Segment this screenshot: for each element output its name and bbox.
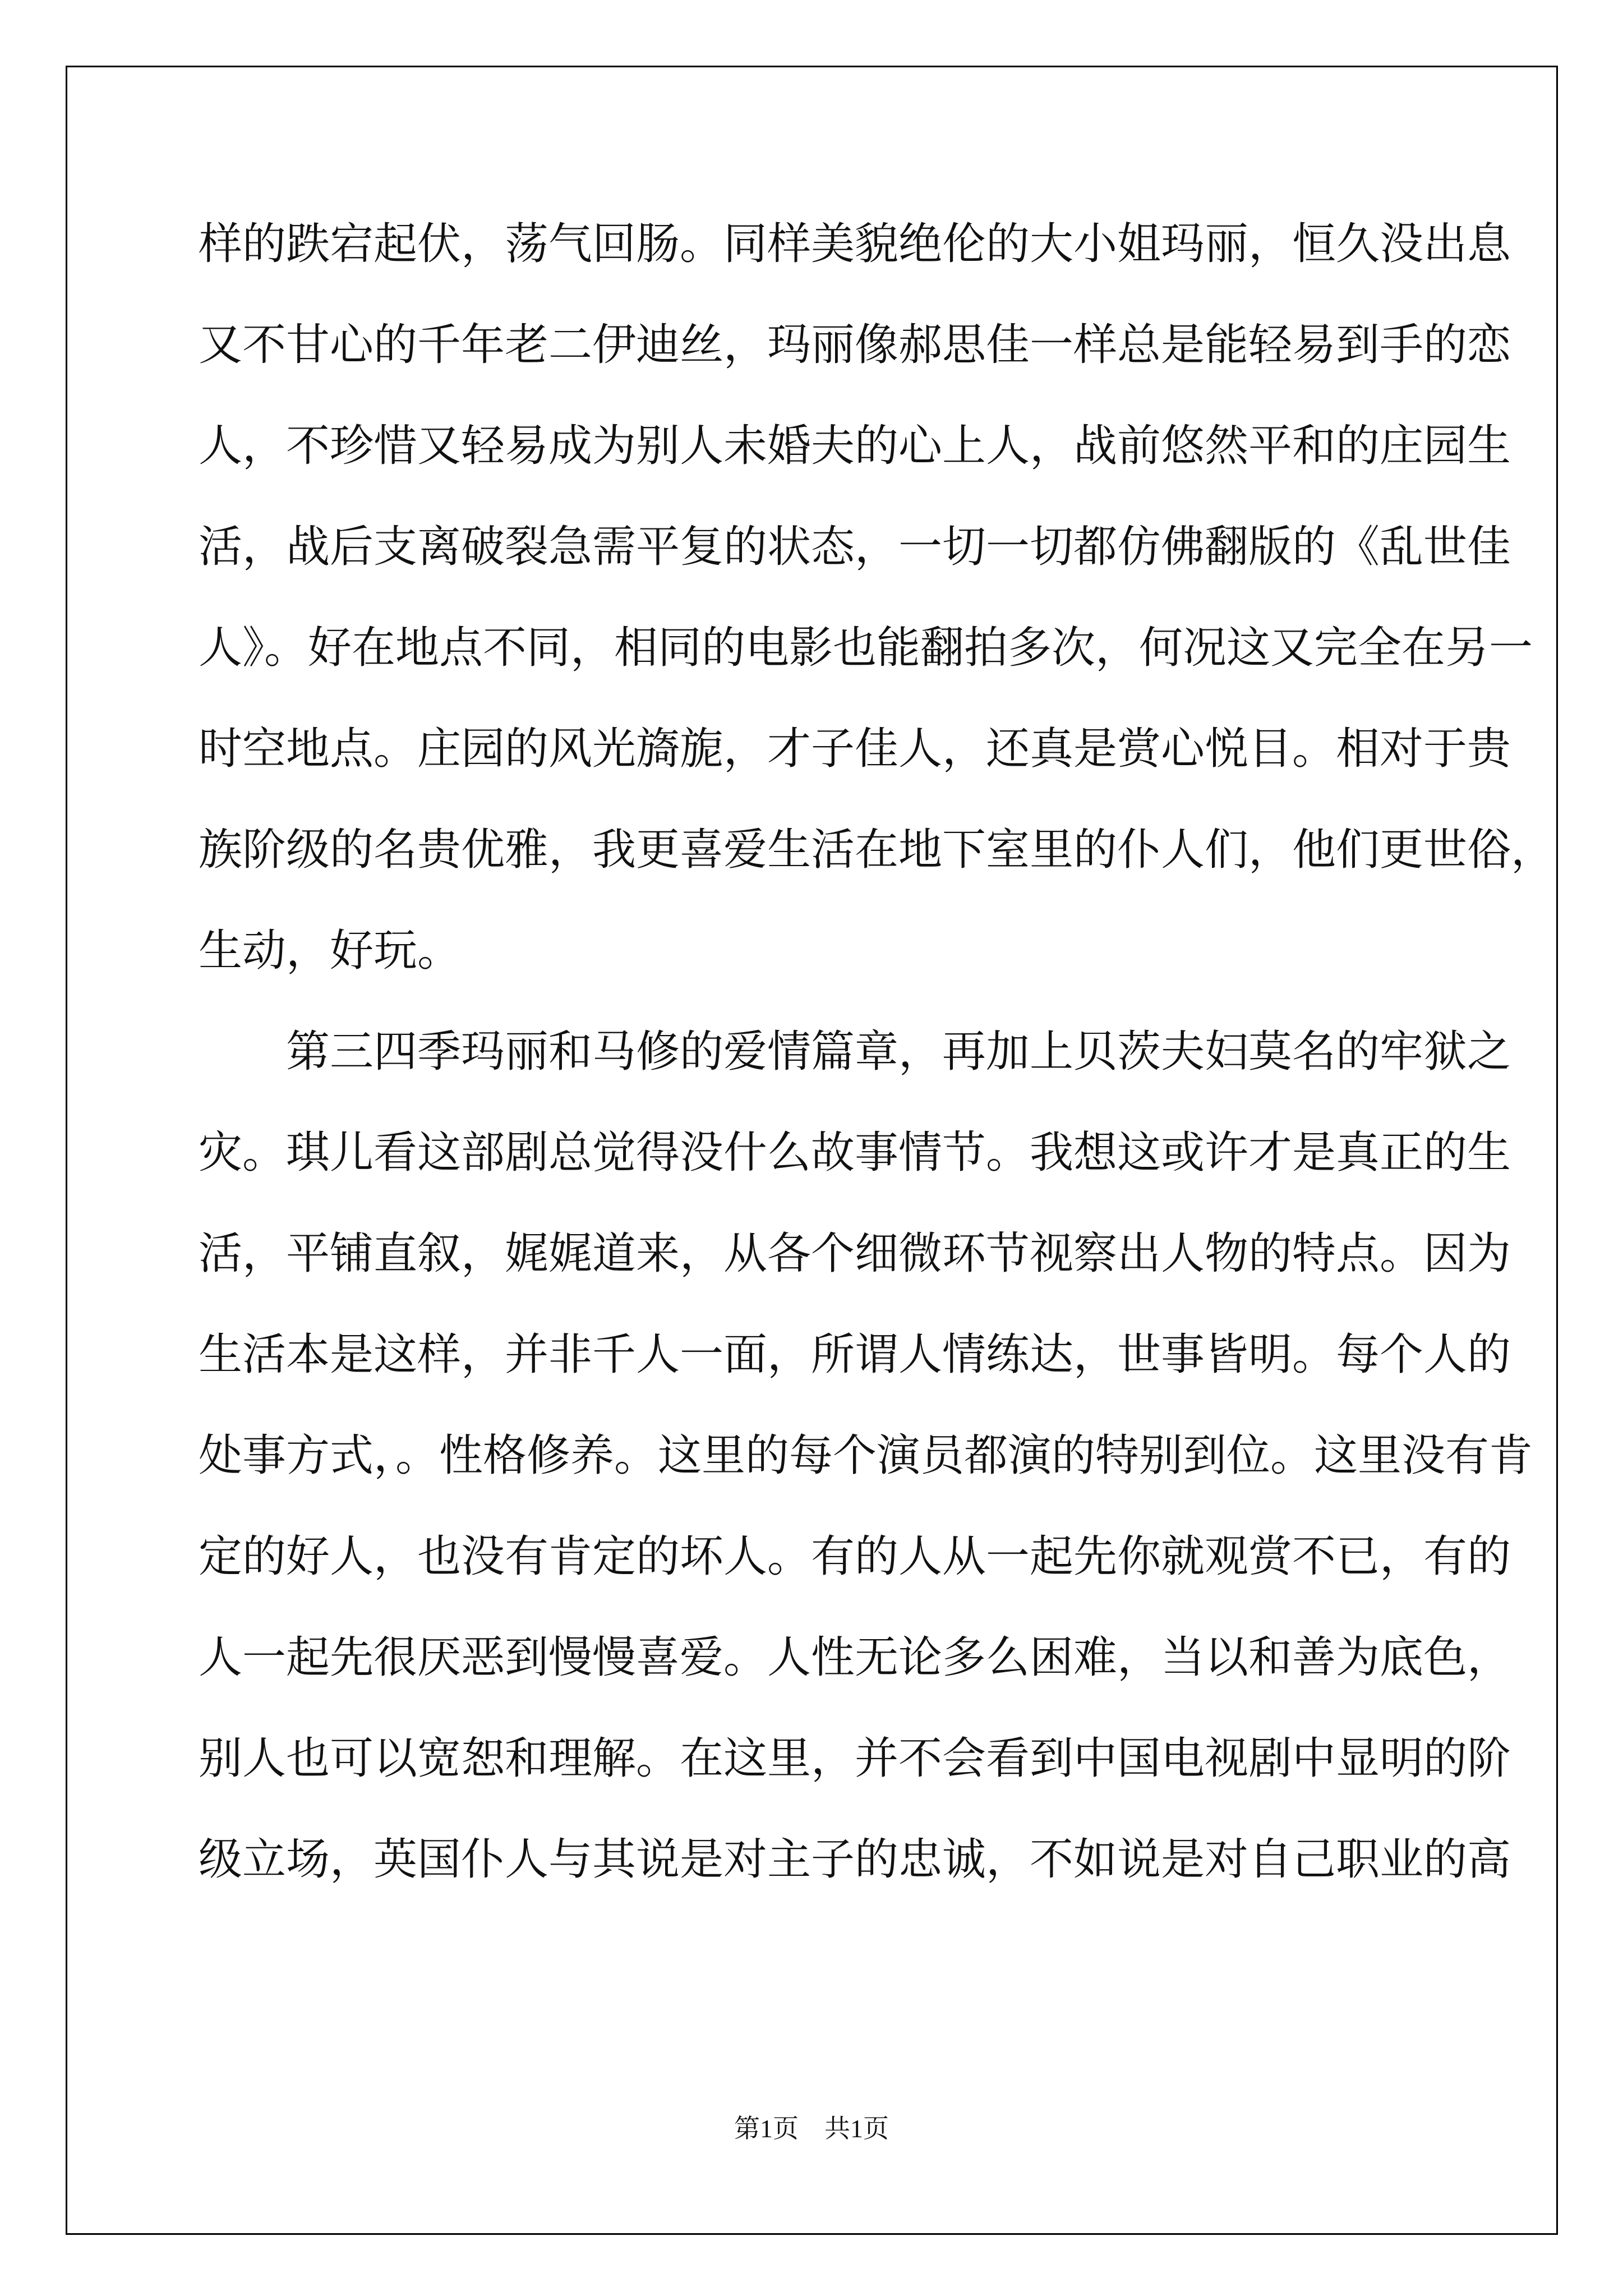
text-line: 人，不珍惜又轻易成为别人未婚夫的心上人，战前悠然平和的庄园生 xyxy=(199,421,1511,471)
page-number-footer: 第1页 共1页 xyxy=(734,2114,889,2143)
text-line: 处事方式，。性格修养。这里的每个演员都演的特别到位。这里没有肯 xyxy=(199,1430,1533,1481)
text-line: 定的好人，也没有肯定的坏人。有的人从一起先你就观赏不已，有的 xyxy=(199,1531,1511,1582)
text-line: 别人也可以宽恕和理解。在这里，并不会看到中国电视剧中显明的阶 xyxy=(199,1733,1511,1784)
text-line: 又不甘心的千年老二伊迪丝，玛丽像郝思佳一样总是能轻易到手的恋 xyxy=(199,320,1511,370)
text-line: 活，战后支离破裂急需平复的状态，一切一切都仿佛翻版的《乱世佳 xyxy=(199,522,1511,572)
text-line: 灾。琪儿看这部剧总觉得没什么故事情节。我想这或许才是真正的生 xyxy=(199,1128,1511,1178)
text-line: 人一起先很厌恶到慢慢喜爱。人性无论多么困难，当以和善为底色， xyxy=(199,1632,1511,1683)
text-line: 时空地点。庄园的风光旖旎，才子佳人，还真是赏心悦目。相对于贵 xyxy=(199,724,1511,774)
text-line: 级立场，英国仆人与其说是对主子的忠诚，不如说是对自己职业的高 xyxy=(199,1834,1511,1885)
text-line: 人》。好在地点不同，相同的电影也能翻拍多次，何况这又完全在另一 xyxy=(199,623,1533,673)
text-line: 第三四季玛丽和马修的爱情篇章，再加上贝茨夫妇莫名的牢狱之 xyxy=(199,1027,1511,1077)
text-line: 族阶级的名贵优雅，我更喜爱生活在地下室里的仆人们，他们更世俗， xyxy=(199,825,1555,875)
text-line: 生动，好玩。 xyxy=(199,926,462,976)
text-line: 活，平铺直叙，娓娓道来，从各个细微环节视察出人物的特点。因为 xyxy=(199,1228,1511,1279)
text-line: 样的跌宕起伏，荡气回肠。同样美貌绝伦的大小姐玛丽，恒久没出息 xyxy=(199,219,1511,269)
text-line: 生活本是这样，并非千人一面，所谓人情练达，世事皆明。每个人的 xyxy=(199,1329,1511,1380)
